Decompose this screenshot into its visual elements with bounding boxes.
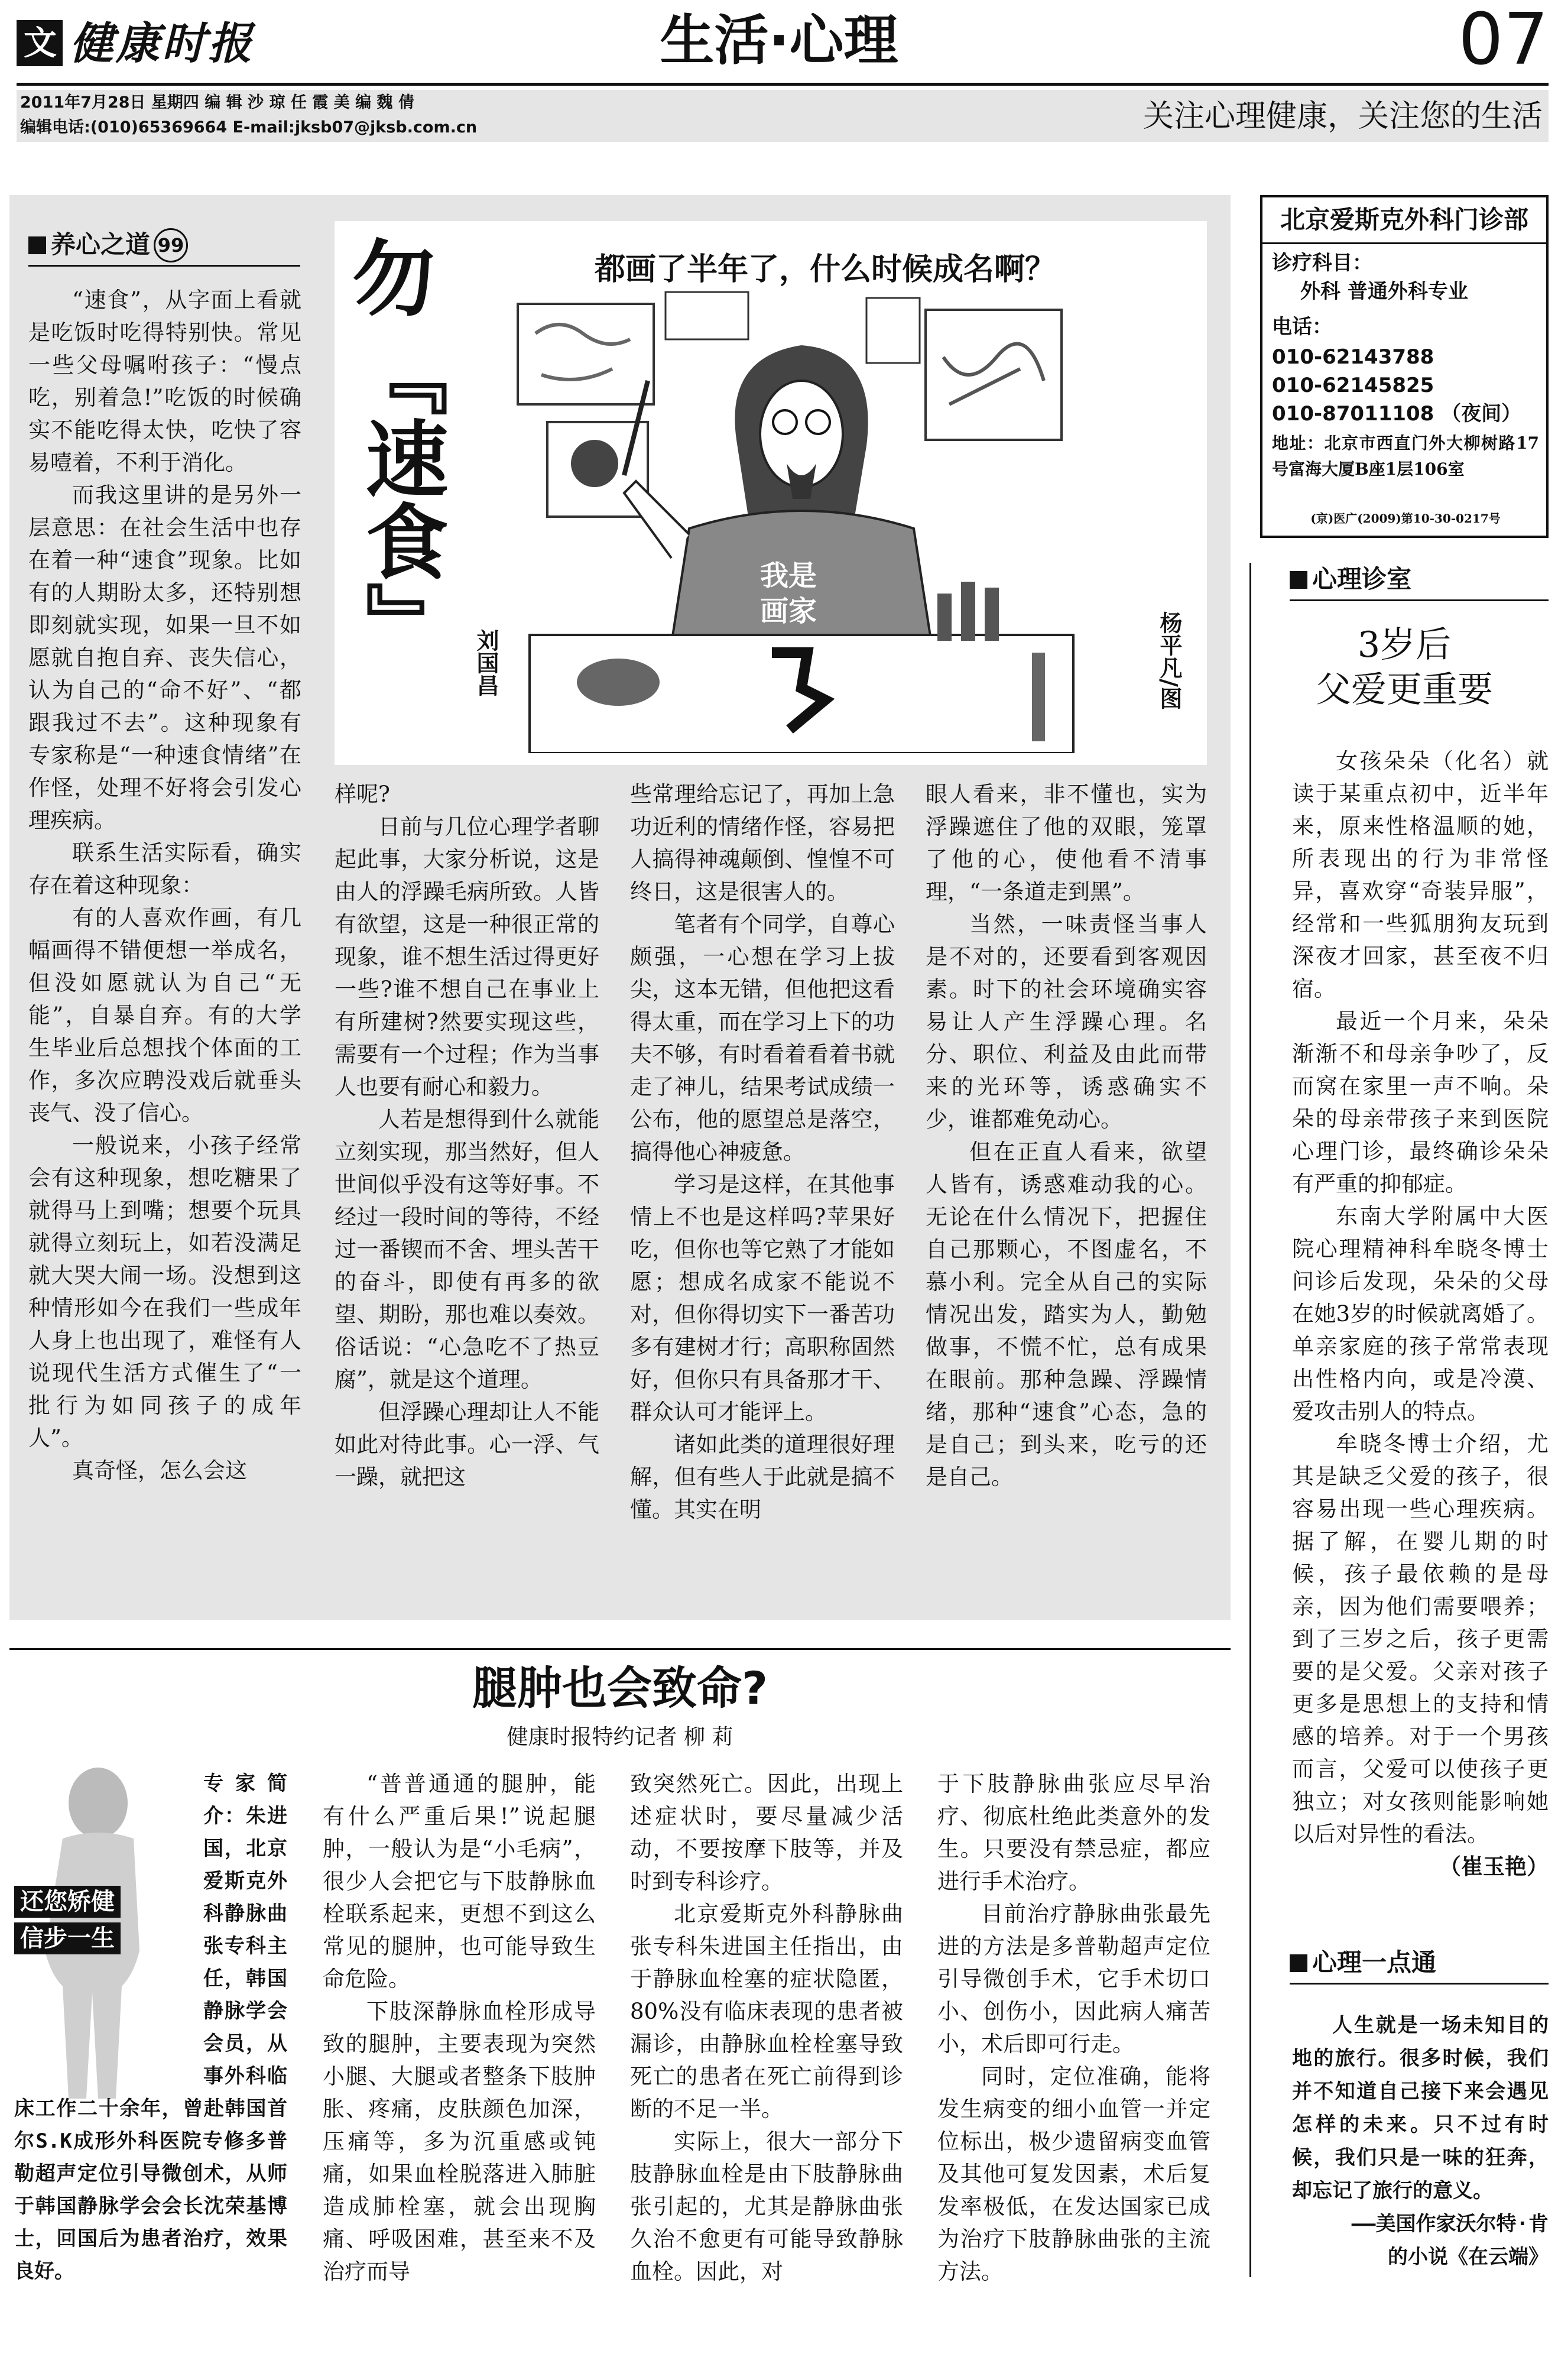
paragraph: 东南大学附属中大医院心理精神科牟晓冬博士问诊后发现，朵朵的父母在她3岁的时候就离婚了。单亲家庭的孩子常常表现出性格内向，或是冷漠、爱攻击别人的特点。 xyxy=(1292,1204,1549,1424)
paragraph: 牟晓冬博士介绍，尤其是缺乏父爱的孩子，很容易出现一些心理疾病。据了解，在婴儿期的时候，孩子最依赖的是母亲，因为他们需要喂养；到了三岁之后，孩子更需要的是父爱。父亲对孩子更多是思想上的支持和情感的培养。对于一个男孩而言，父爱可以使孩子更独立；对女孩则能影响她以后对异性的看法。 xyxy=(1292,1431,1549,1847)
column-number: 99 xyxy=(154,228,188,262)
paragraph: 但在正直人看来，欲望人皆有，诱惑难动我的心。无论在什么情况下，把握住自己那颗心，不图虚名，不慕小利。完全从自己的实际情况出发，踏实为人，勤勉做事，不慌不忙，总有成果在眼前。那种急躁、浮躁情绪，那种“速食”心态，急的是自己；到头来，吃亏的还是自己。 xyxy=(926,1139,1207,1490)
clinic-license: (京)医广(2009)第10-30-0217号 xyxy=(1310,511,1501,526)
paragraph: 实际上，很大一部分下肢静脉血栓是由下肢静脉曲张引起的，尤其是静脉曲张久治不愈更有可能导致静脉血栓。因此，对 xyxy=(630,2129,903,2284)
paragraph: 真奇怪，怎么会这 xyxy=(72,1458,247,1483)
illustration-panel xyxy=(335,221,1207,765)
article-author: 刘国昌 xyxy=(473,629,499,696)
tip-source: ——美国作家沃尔特·肯的小说《在云端》 xyxy=(1351,2212,1549,2269)
bottom-byline: 健康时报特约记者 柳 莉 xyxy=(507,1725,733,1749)
paragraph: 日前与几位心理学者聊起此事，大家分析说，这是由人的浮躁毛病所致。人皆有欲望，这是一种很正常的现象，谁不想生活过得更好一些?谁不想自己在事业上有所建树?然要实现这些，需要有一个过程；作为当事人也要有耐心和毅力。 xyxy=(335,814,599,1100)
tip-label-rule xyxy=(1290,1983,1549,1985)
bottom-article-top-rule xyxy=(9,1648,1231,1650)
paragraph: 有的人喜欢作画，有几幅画得不错便想一举成名，但没如愿就认为自己“无能”，自暴自弃。有的大学生毕业后总想找个体面的工作，多次应聘没戏后就垂头丧气、没了信心。 xyxy=(28,905,301,1126)
paragraph: 联系生活实际看，确实存在着这种现象： xyxy=(28,840,301,898)
ad-slogan-1: 还您矫健 xyxy=(14,1886,121,1918)
clinic-name-rule xyxy=(1262,242,1546,244)
tip-column-body xyxy=(1292,2009,1549,2274)
clinic-address: 地址：北京市西直门外大柳树路17号富海大厦B座1层106室 xyxy=(1272,433,1539,479)
paragraph: “速食”，从字面上看就是吃饭时吃得特别快。常见一些父母嘱咐孩子：“慢点吃，别着急!”吃饭的时候确实不能吃得太快，吃快了容易噎着，不利于消化。 xyxy=(28,287,301,475)
section-square xyxy=(1290,1954,1307,1972)
paragraph: 一般说来，小孩子经常会有这种现象，想吃糖果了就得马上到嘴；想要个玩具就得立刻玩上，如若没满足就大哭大闹一场。没想到这种情形如今在我们一些成年人身上也出现了，难怪有人说现代生活方式催生了“一批行为如同孩子的成年人”。 xyxy=(28,1133,301,1451)
paragraph: 样呢? xyxy=(335,782,390,807)
main-article-col-3 xyxy=(630,778,895,1526)
clinic-phone-2: 010-62145825 xyxy=(1272,374,1434,397)
bottom-article-col-3 xyxy=(937,1768,1210,2288)
clinic-phone-1: 010-62143788 xyxy=(1272,345,1434,369)
main-label-rule xyxy=(28,265,300,267)
illustration-speech: 都画了半年了，什么时候成名啊？ xyxy=(595,251,1056,287)
clinic-column-label xyxy=(1290,562,1411,597)
paragraph: 当然，一味责怪当事人是不对的，还要看到客观因素。时下的社会环境确实容易让人产生浮躁心理。名分、职位、利益及由此而带来的光环等，诱惑确实不少，谁都难免动心。 xyxy=(926,912,1207,1132)
logo-mark-glyph: 文 xyxy=(24,24,57,63)
clinic-column-title-1: 3岁后 xyxy=(1357,624,1452,666)
section-square xyxy=(28,236,46,254)
paragraph: 但浮躁心理却让人不能如此对待此事。心一浮、气一躁，就把这 xyxy=(335,1399,599,1490)
paragraph: 诸如此类的道理很好理解，但有些人于此就是搞不懂。其实在明 xyxy=(630,1432,895,1522)
illustration-credit: 杨平凡/图 xyxy=(1156,611,1183,709)
ad-slogan-2: 信步一生 xyxy=(14,1922,121,1954)
section-title: 生活·心理 xyxy=(660,9,898,72)
main-column-label xyxy=(28,227,188,262)
clinic-column-author: （崔玉艳） xyxy=(1439,1853,1549,1879)
bottom-headline: 腿肿也会致命? xyxy=(472,1662,768,1714)
clinic-column-body xyxy=(1292,745,1549,1883)
clinic-dept-value: 外科 普通外科专业 xyxy=(1300,280,1468,303)
slogan: 关注心理健康，关注您的生活 xyxy=(1142,99,1543,134)
paper-name: 健康时报 xyxy=(70,18,254,69)
paragraph: 眼人看来，非不懂也，实为浮躁遮住了他的双眼，笼罩了他的心，使他看不清事理，“一条道走到黑”。 xyxy=(926,782,1207,904)
clinic-dept-label: 诊疗科目： xyxy=(1272,251,1372,275)
paragraph: 笔者有个同学，自尊心颇强，一心想在学习上拔尖，这本无错，但他把这看得太重，而在学习上下的功夫不够，有时看着看着书就走了神儿，结果考试成绩一公布，他的愿望总是落空，搞得他心神疲惫。 xyxy=(630,912,895,1165)
bottom-article-col-2 xyxy=(630,1768,903,2288)
headline-main: 『速食』 xyxy=(352,333,448,664)
main-article-col-2 xyxy=(335,778,599,1493)
main-article-col-4 xyxy=(926,778,1207,1493)
paragraph: “普普通通的腿肿，能有什么严重后果!”说起腿肿，一般认为是“小毛病”，很少人会把它与下肢静脉血栓联系起来，更想不到这么常见的腿肿，也可能导致生命危险。 xyxy=(323,1771,596,1992)
paragraph: 致突然死亡。因此，出现上述症状时，要尽量减少活动，不要按摩下肢等，并及时到专科诊疗。 xyxy=(630,1771,903,1894)
issue-line: 2011年7月28日 星期四 编 辑 沙 琼 任 霞 美 编 魏 倩 xyxy=(20,93,414,112)
clinic-column-title-2: 父爱更重要 xyxy=(1316,669,1493,711)
page-number: 07 xyxy=(1458,0,1549,81)
paragraph: 人若是想得到什么就能立刻实现，那当然好，但人世间似乎没有这等好事。不经过一段时间的等待，不经过一番锲而不舍、埋头苦干的奋斗，即使有再多的欲望、期盼，那也难以奏效。俗话说：“心急吃不了热豆腐”，就是这个道理。 xyxy=(335,1107,599,1392)
contact-line: 编辑电话:(010)65369664 E-mail:jksb07@jksb.com.cn xyxy=(20,118,478,137)
paragraph: 同时，定位准确，能将发生病变的细小血管一并定位标出，极少遗留病变血管及其他可复发因素，术后复发率极低，在发达国家已成为治疗下肢静脉曲张的主流方法。 xyxy=(937,2064,1210,2284)
clinic-column-label-text: 心理诊室 xyxy=(1312,565,1412,594)
paragraph: 学习是这样，在其他事情上不也是这样吗?苹果好吃，但你也等它熟了才能如愿；想成名成家不能说不对，但你得切实下一番苦功多有建树才行；高职称固然好，但你只有具备那才干、群众认可才能评上。 xyxy=(630,1172,895,1425)
illustration-shirt-text: 我是画家 xyxy=(760,559,817,628)
paragraph: 最近一个月来，朵朵渐渐不和母亲争吵了，反而窝在家里一声不响。朵朵的母亲带孩子来到医院心理门诊，最终确诊朵朵有严重的抑郁症。 xyxy=(1292,1009,1549,1197)
main-article-col-1 xyxy=(28,284,301,1487)
bottom-article-col-1 xyxy=(323,1768,596,2288)
section-square xyxy=(1290,571,1307,589)
tip-quote: 人生就是一场未知目的地的旅行。很多时候，我们并不知道自己接下来会遇见怎样的未来。只不过有时候，我们只是一味的狂奔，却忘记了旅行的意义。 xyxy=(1292,2013,1549,2203)
paragraph: 于下肢静脉曲张应尽早治疗、彻底杜绝此类意外的发生。只要没有禁忌症，都应进行手术治疗。 xyxy=(937,1771,1210,1894)
masthead-rule xyxy=(17,83,1549,86)
clinic-phone-3: 010-87011108 （夜间） xyxy=(1272,402,1522,426)
paragraph: 而我这里讲的是另外一层意思：在社会生活中也存在着一种“速食”现象。比如有的人期盼太多，还特别想即刻就实现，如果一旦不如愿就自抱自弃、丧失信心，认为自己的“命不好”、“都跟我过不去”。这种现象有专家称是“一种速食情绪”在作怪，处理不好将会引发心理疾病。 xyxy=(28,482,301,833)
clinic-phone-label: 电话： xyxy=(1272,315,1332,339)
clinic-label-rule xyxy=(1290,599,1549,601)
paragraph: 目前治疗静脉曲张最先进的方法是多普勒超声定位引导微创手术，它手术切口小、创伤小，因此病人痛苦小，术后即可行走。 xyxy=(937,1901,1210,2057)
tip-column-label-text: 心理一点通 xyxy=(1312,1948,1437,1977)
tip-column-label xyxy=(1290,1945,1436,1980)
column-label-text: 养心之道 xyxy=(51,230,151,259)
right-column-rule xyxy=(1249,563,1251,2277)
clinic-name: 北京爱斯克外科门诊部 xyxy=(1280,205,1528,234)
bio-float-spacer xyxy=(14,1768,203,2093)
paragraph: 些常理给忘记了，再加上急功近利的情绪作怪，容易把人搞得神魂颠倒、惶惶不可终日，这是很害人的。 xyxy=(630,782,895,904)
expert-bio-body: 专家简介：朱进国，北京爱斯克外科静脉曲张专科主任，韩国静脉学会会员，从事外科临床工作二十余年，曾赴韩国首尔S.K成形外科医院专修多普勒超声定位引导微创术，从师于韩国静脉学会会长沈荣基博士，回国后为患者治疗，效果良好。 xyxy=(14,1768,287,2288)
paragraph: 下肢深静脉血栓形成导致的腿肿，主要表现为突然小腿、大腿或者整条下肢肿胀、疼痛，皮肤颜色加深，压痛等，多为沉重感或钝痛，如果血栓脱落进入肺脏造成肺栓塞，就会出现胸痛、呼吸困难，甚至来不及治疗而导 xyxy=(323,1999,596,2284)
headline-top: 勿 xyxy=(352,232,436,328)
paragraph: 北京爱斯克外科静脉曲张专科朱进国主任指出，由于静脉血栓塞的症状隐匿，80%没有临床表现的患者被漏诊，由静脉血栓栓塞导致死亡的患者在死亡前得到诊断的不足一半。 xyxy=(630,1901,903,2122)
paragraph: 女孩朵朵（化名）就读于某重点初中，近半年来，原来性格温顺的她，所表现出的行为非常怪异，喜欢穿“奇装异服”，经常和一些狐朋狗友玩到深夜才回家，甚至夜不归宿。 xyxy=(1292,748,1549,1001)
cartoon-illustration xyxy=(512,286,1091,753)
